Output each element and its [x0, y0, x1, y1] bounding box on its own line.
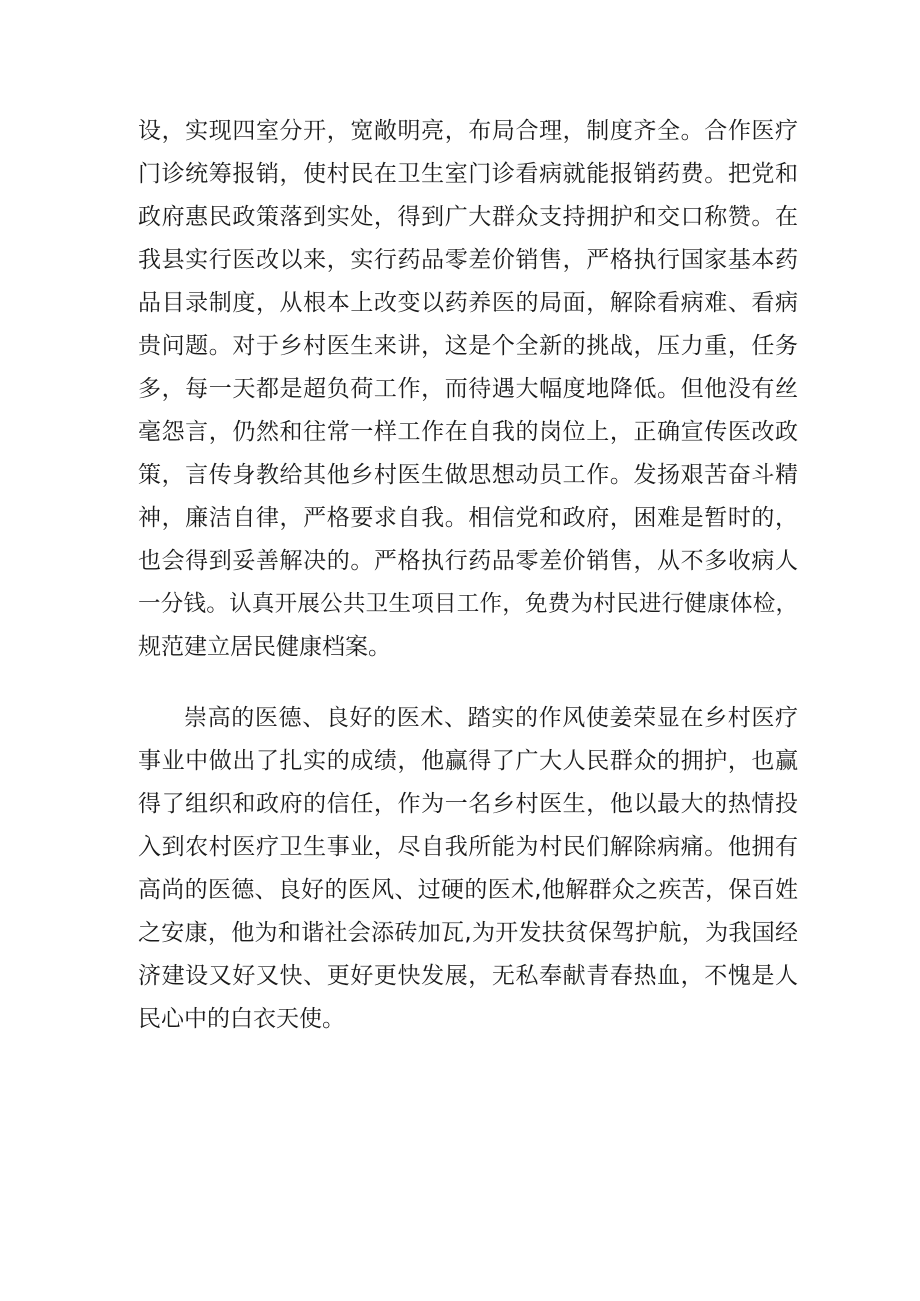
text-line: 贵问题。对于乡村医生来讲，这是个全新的挑战，压力重，任务: [138, 333, 798, 359]
text-line: 门诊统筹报销，使村民在卫生室门诊看病就能报销药费。把党和: [138, 161, 798, 187]
text-line: 设，实现四室分开，宽敞明亮，布局合理，制度齐全。合作医疗: [138, 118, 798, 144]
text-line: 得了组织和政府的信任，作为一名乡村医生，他以最大的热情投: [138, 791, 798, 817]
text-line: 规范建立居民健康档案。: [138, 634, 391, 660]
text-line: 崇高的医德、良好的医术、踏实的作风使姜荣显在乡村医疗: [184, 705, 798, 731]
text-line: 入到农村医疗卫生事业，尽自我所能为村民们解除病痛。他拥有: [138, 834, 798, 860]
text-line: 民心中的白衣天使。: [138, 1006, 345, 1032]
text-line: 毫怨言，仍然和往常一样工作在自我的岗位上，正确宣传医改政: [138, 419, 798, 445]
text-line: 品目录制度，从根本上改变以药养医的局面，解除看病难、看病: [138, 290, 798, 316]
text-line: 多，每一天都是超负荷工作，而待遇大幅度地降低。但他没有丝: [138, 376, 798, 402]
text-line: 神，廉洁自律，严格要求自我。相信党和政府，困难是暂时的，: [138, 505, 798, 531]
text-line: 之安康，他为和谐社会添砖加瓦,为开发扶贫保驾护航，为我国经: [138, 920, 798, 946]
text-line: 策，言传身教给其他乡村医生做思想动员工作。发扬艰苦奋斗精: [138, 462, 798, 488]
text-line: 也会得到妥善解决的。严格执行药品零差价销售，从不多收病人: [138, 548, 798, 574]
text-line: 事业中做出了扎实的成绩，他赢得了广大人民群众的拥护，也赢: [138, 748, 798, 774]
text-line: 济建设又好又快、更好更快发展，无私奉献青春热血，不愧是人: [138, 963, 798, 989]
text-line: 政府惠民政策落到实处，得到广大群众支持拥护和交口称赞。在: [138, 204, 798, 230]
text-line: 高尚的医德、良好的医风、过硬的医术,他解群众之疾苦，保百姓: [138, 877, 798, 903]
text-line: 我县实行医改以来，实行药品零差价销售，严格执行国家基本药: [138, 247, 798, 273]
text-line: 一分钱。认真开展公共卫生项目工作，免费为村民进行健康体检，: [138, 591, 798, 617]
